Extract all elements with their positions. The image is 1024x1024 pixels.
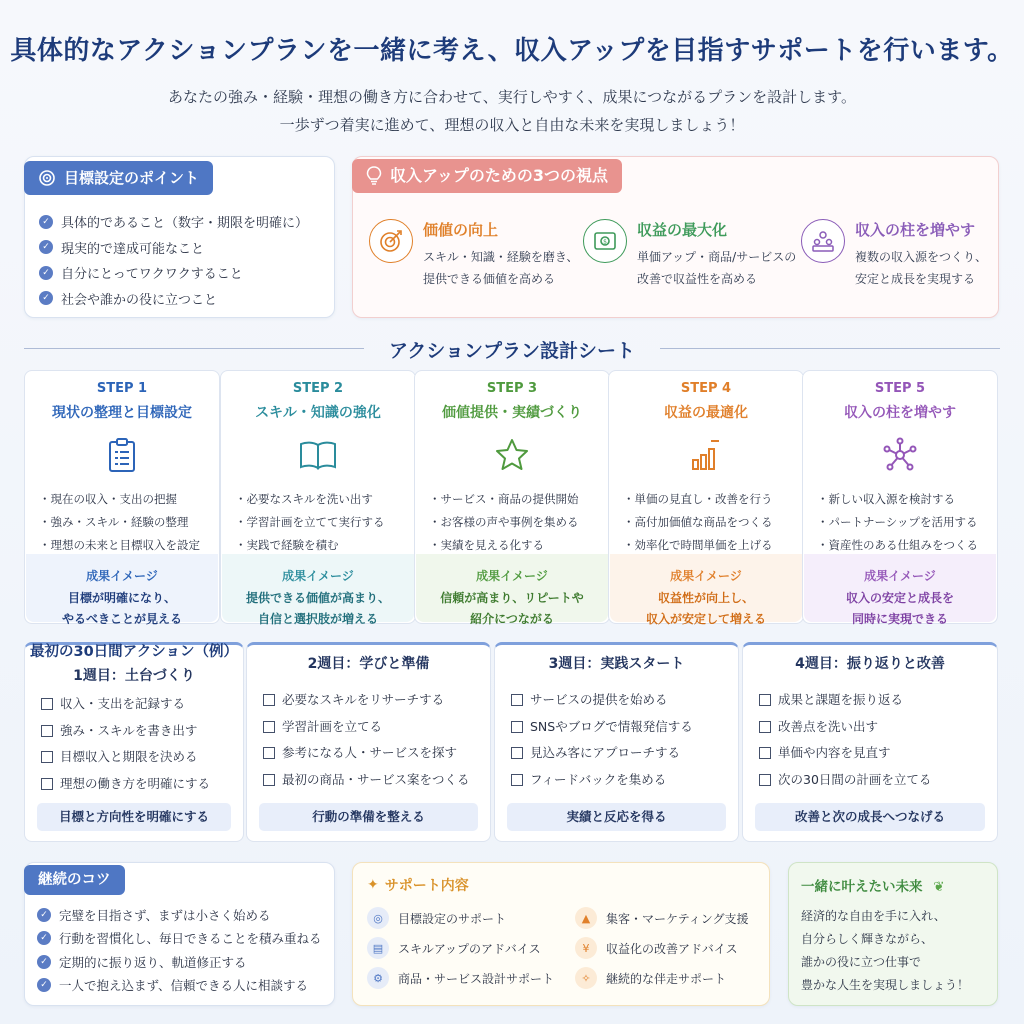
- step-card-2: [220, 370, 416, 624]
- week-items: [511, 687, 738, 793]
- gear-icon: ⚙: [367, 967, 389, 989]
- step-label: STEP 3: [486, 381, 538, 396]
- checkbox[interactable]: [759, 694, 771, 706]
- step-card-1: [24, 370, 220, 624]
- checklist-item[interactable]: 見込み客にアプローチする: [511, 740, 738, 767]
- bar-chart-icon: [609, 432, 803, 478]
- list-item: ・ 理想の未来と目標収入を設定: [39, 534, 219, 557]
- result-text-2: やるべきことが見える: [61, 612, 182, 626]
- clipboard-icon: [25, 432, 219, 478]
- step-items: [623, 488, 803, 557]
- list-item: ・ 単価の見直し・改善を行う: [623, 488, 803, 511]
- checklist-item[interactable]: フィードバックを集める: [511, 767, 738, 794]
- step-label: STEP 1: [96, 381, 148, 396]
- week-card-3: [494, 642, 739, 842]
- step-label: STEP 4: [680, 381, 732, 396]
- checkbox[interactable]: [759, 721, 771, 733]
- tips-list: [37, 903, 322, 997]
- support-item: ⚙ 商品・サービス設計サポート: [367, 967, 554, 989]
- week-card-4: [742, 642, 998, 842]
- list-item: ・ 実績を見える化する: [429, 534, 609, 557]
- support-card: [352, 862, 770, 1006]
- plan-sheet-heading: [0, 336, 1024, 360]
- step-title: スキル・知識の強化: [255, 405, 381, 421]
- lightbulb-icon: ✦: [367, 877, 379, 893]
- checkbox[interactable]: [263, 721, 275, 733]
- list-item: ・ 学習計画を立てて実行する: [235, 511, 415, 534]
- viewpoints-title: 収入アップのための3つの視点: [390, 166, 609, 185]
- result-text-1: 収入の安定と成長を: [845, 591, 954, 605]
- result-label: 成果イメージ: [476, 569, 548, 583]
- week-goal: 実績と反応を得る: [507, 803, 726, 831]
- lightbulb-icon: [366, 166, 382, 186]
- checkbox[interactable]: [41, 725, 53, 737]
- support-item: ◎ 目標設定のサポート: [367, 907, 506, 929]
- week-card-2: [246, 642, 491, 842]
- week-title: 1週目：土台づくり: [73, 668, 195, 684]
- week-items: [41, 691, 243, 797]
- checkbox[interactable]: [41, 778, 53, 790]
- step-items: [817, 488, 997, 557]
- week-title: 4週目：振り返りと改善: [795, 656, 945, 672]
- support-header: [367, 875, 469, 895]
- step-items: [429, 488, 609, 557]
- list-item: ・ パートナーシップを活用する: [817, 511, 997, 534]
- future-header: [801, 875, 945, 895]
- list-item: ✓ 自分にとってワクワクすること: [39, 260, 308, 286]
- week-items: [263, 687, 490, 793]
- check-icon: ✓: [37, 955, 51, 969]
- checklist-item[interactable]: 強み・スキルを書き出す: [41, 718, 243, 745]
- viewpoint-profit: $ 収益の最大化 単価アップ・商品/サービスの 改善で収益性を高める: [583, 219, 796, 290]
- subtitle-line-2: 一歩ずつ着実に進めて、理想の収入と自由な未来を実現しましょう！: [279, 116, 745, 134]
- checklist-item[interactable]: 成果と課題を振り返る: [759, 687, 997, 714]
- week-card-1: [24, 642, 244, 842]
- star-icon: [415, 432, 609, 478]
- step-label: STEP 2: [292, 381, 344, 396]
- checklist-item[interactable]: SNSやブログで情報発信する: [511, 714, 738, 741]
- list-item: ・ 資産性のある仕組みをつくる: [817, 534, 997, 557]
- checklist-item[interactable]: 改善点を洗い出す: [759, 714, 997, 741]
- week-goal: 目標と方向性を明確にする: [37, 803, 231, 831]
- goal-points-card: [24, 156, 335, 318]
- subtitle-line-1: あなたの強み・経験・理想の働き方に合わせて、実行しやすく、成果につながるプランを設計します。: [168, 88, 856, 106]
- list-item: ・ 新しい収入源を検討する: [817, 488, 997, 511]
- result-text-2: 紹介につながる: [470, 612, 554, 626]
- future-card: [788, 862, 998, 1006]
- sprout-icon: ❦: [933, 879, 945, 895]
- viewpoint-income-pillars: 収入の柱を増やす 複数の収入源をつくり、 安定と成長を実現する: [801, 219, 987, 290]
- step-title: 現状の整理と目標設定: [52, 405, 192, 421]
- step-card-4: [608, 370, 804, 624]
- step-card-5: [802, 370, 998, 624]
- checkbox[interactable]: [511, 721, 523, 733]
- checklist-item[interactable]: 単価や内容を見直す: [759, 740, 997, 767]
- week-items: [759, 687, 997, 793]
- step-title: 収益の最適化: [664, 405, 748, 421]
- network-icon: [803, 432, 997, 478]
- result-text-2: 同時に実現できる: [851, 612, 948, 626]
- step-label: STEP 5: [874, 381, 926, 396]
- money-icon: ¥: [575, 937, 597, 959]
- result-label: 成果イメージ: [670, 569, 742, 583]
- check-icon: ✓: [39, 240, 53, 254]
- goal-points-list: [39, 209, 308, 311]
- result-text-1: 収益性が向上し、: [657, 591, 754, 605]
- checklist-item[interactable]: 理想の働き方を明確にする: [41, 771, 243, 798]
- step-items: [39, 488, 219, 557]
- checklist-item[interactable]: サービスの提供を始める: [511, 687, 738, 714]
- checklist-item[interactable]: 収入・支出を記録する: [41, 691, 243, 718]
- week-goal: 行動の準備を整える: [259, 803, 478, 831]
- viewpoints-card: [352, 156, 999, 318]
- book-icon: [221, 432, 415, 478]
- result-text-1: 提供できる価値が高まり、: [245, 591, 390, 605]
- check-icon: ✓: [37, 978, 51, 992]
- tips-title: 継続のコツ: [24, 865, 125, 895]
- checklist-item[interactable]: 目標収入と期限を決める: [41, 744, 243, 771]
- support-item: ✧ 継続的な伴走サポート: [575, 967, 726, 989]
- step-title: 価値提供・実績づくり: [442, 405, 582, 421]
- future-title: 一緒に叶えたい未来: [801, 879, 923, 895]
- checklist-item[interactable]: 次の30日間の計画を立てる: [759, 767, 997, 794]
- result-text-2: 自信と選択肢が増える: [257, 612, 378, 626]
- list-item: ・ 実践で経験を積む: [235, 534, 415, 557]
- list-item: ✓ 一人で抱え込まず、信頼できる人に相談する: [37, 974, 322, 998]
- list-item: ・ 高付加価値な商品をつくる: [623, 511, 803, 534]
- goal-points-header: [24, 161, 213, 195]
- tips-card: [24, 862, 335, 1006]
- svg-text:$: $: [603, 238, 607, 246]
- result-label: 成果イメージ: [86, 569, 158, 583]
- list-item: ・ サービス・商品の提供開始: [429, 488, 609, 511]
- checkbox[interactable]: [511, 774, 523, 786]
- list-item: ✓ 現実的で達成可能なこと: [39, 235, 308, 261]
- check-icon: ✓: [39, 291, 53, 305]
- step-items: [235, 488, 415, 557]
- support-item: ▤ スキルアップのアドバイス: [367, 937, 541, 959]
- list-item: ・ 現在の収入・支出の把握: [39, 488, 219, 511]
- result-text-2: 収入が安定して増える: [645, 612, 766, 626]
- checkbox[interactable]: [41, 698, 53, 710]
- week-title: 3週目：実践スタート: [548, 656, 685, 672]
- week-goal: 改善と次の成長へつなげる: [755, 803, 985, 831]
- check-icon: ✓: [37, 908, 51, 922]
- document-icon: ▤: [367, 937, 389, 959]
- target-arrow-icon: [369, 219, 413, 263]
- support-item: ▲ 集客・マーケティング支援: [575, 907, 749, 929]
- thirty-days-title: 最初の30日間アクション（例）: [30, 644, 238, 660]
- future-text: 経済的な自由を手に入れ、 自分らしく輝きながら、 誰かの役に立つ仕事で 豊かな人生を実現しましょう！: [801, 909, 970, 992]
- page-title: 具体的なアクションプランを一緒に考え、収入アップを目指すサポートを行います。: [10, 36, 1014, 66]
- list-item: ・ 必要なスキルを洗い出す: [235, 488, 415, 511]
- people-icon: [801, 219, 845, 263]
- result-label: 成果イメージ: [282, 569, 354, 583]
- checkbox[interactable]: [41, 751, 53, 763]
- check-icon: ✓: [39, 215, 53, 229]
- viewpoint-value: 価値の向上 スキル・知識・経験を磨き、 提供できる価値を高める: [369, 219, 578, 290]
- checkbox[interactable]: [263, 694, 275, 706]
- checkbox[interactable]: [263, 774, 275, 786]
- checklist-item[interactable]: 参考になる人・サービスを探す: [263, 740, 490, 767]
- target-icon: ◎: [367, 907, 389, 929]
- support-item: ¥ 収益化の改善アドバイス: [575, 937, 738, 959]
- list-item: ・ 強み・スキル・経験の整理: [39, 511, 219, 534]
- money-chart-icon: [583, 219, 627, 263]
- support-title: サポート内容: [384, 878, 469, 894]
- list-item: ・ 効率化で時間単価を上げる: [623, 534, 803, 557]
- result-text-1: 信頼が高まり、リピートや: [440, 591, 584, 605]
- result-text-1: 目標が明確になり、: [67, 591, 176, 605]
- lightbulb-icon: ✧: [575, 967, 597, 989]
- checklist-item[interactable]: 最初の商品・サービス案をつくる: [263, 767, 490, 794]
- target-icon: [38, 169, 56, 187]
- step-card-3: [414, 370, 610, 624]
- list-item: ✓ 社会や誰かの役に立つこと: [39, 286, 308, 312]
- plan-sheet-title: アクションプラン設計シート: [388, 340, 636, 362]
- checkbox[interactable]: [511, 694, 523, 706]
- checkbox[interactable]: [263, 747, 275, 759]
- checklist-item[interactable]: 学習計画を立てる: [263, 714, 490, 741]
- check-icon: ✓: [39, 266, 53, 280]
- list-item: ・ お客様の声や事例を集める: [429, 511, 609, 534]
- step-title: 収入の柱を増やす: [844, 405, 956, 421]
- list-item: ✓ 具体的であること（数字・期限を明確に）: [39, 209, 308, 235]
- checklist-item[interactable]: 必要なスキルをリサーチする: [263, 687, 490, 714]
- list-item: ✓ 完璧を目指さず、まずは小さく始める: [37, 903, 322, 927]
- viewpoints-header: [352, 159, 622, 193]
- checkbox[interactable]: [511, 747, 523, 759]
- result-label: 成果イメージ: [864, 569, 936, 583]
- checkbox[interactable]: [759, 774, 771, 786]
- goal-points-title: 目標設定のポイント: [64, 169, 200, 187]
- checkbox[interactable]: [759, 747, 771, 759]
- list-item: ✓ 定期的に振り返り、軌道修正する: [37, 950, 322, 974]
- chart-icon: ▲: [575, 907, 597, 929]
- list-item: ✓ 行動を習慣化し、毎日できることを積み重ねる: [37, 927, 322, 951]
- week-title: 2週目：学びと準備: [307, 656, 430, 672]
- check-icon: ✓: [37, 931, 51, 945]
